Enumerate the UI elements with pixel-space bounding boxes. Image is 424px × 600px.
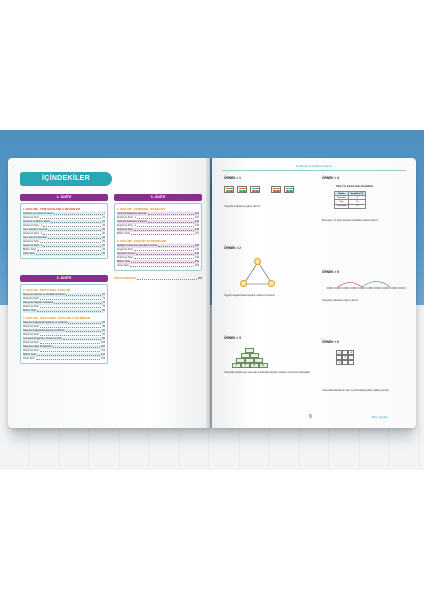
table-cell: Sıcaklık (°C) (350, 192, 364, 195)
pyramid-base-row (232, 363, 268, 368)
toc-row-label: Alıştırma Testi (23, 240, 39, 243)
toc-row-label: Alıştırma Testi (23, 341, 39, 344)
section-title: 1. BÖLÜM : RASYONEL SAYILAR (23, 288, 71, 292)
toc-row-page: 105 (100, 345, 105, 348)
toc-row-label: Rasyonel Sayılarla Çarpma ve Bölme (23, 329, 65, 332)
toc-row-label: Alıştırma Testi (23, 349, 39, 352)
toc-row-label: Bölüm Testi (23, 248, 36, 251)
temperature-table (334, 191, 366, 209)
example-1-text: Yukarıda modellenen işlemi yazınız. (224, 206, 261, 208)
toc-row-label: Denklem Çözme (117, 252, 136, 255)
photo-scene (0, 130, 424, 470)
grid-cell: -1 (336, 350, 342, 355)
counter-card (237, 186, 247, 193)
unit-2-header: 2. ÜNİTE (20, 275, 108, 282)
toc-row-page: 89 (102, 325, 105, 328)
pyramid-cell: -3 (241, 363, 250, 368)
toc-row-page: 83 (102, 321, 105, 324)
unit-2-rows-2 (23, 321, 105, 361)
unit-1-box (20, 203, 108, 259)
counter-card (250, 186, 260, 193)
unit-3-rows-1 (117, 212, 199, 236)
example-6-text: Yukarıdaki tabloda her satır ve sütundaki sayıların toplamı aynıdır. (322, 390, 390, 392)
toc-column-2 (114, 194, 202, 281)
example-4-text: Buna göre, üç güne ait hava sıcaklıkları toplamı kaçtır? (322, 220, 378, 222)
toc-row-page: 61 (102, 293, 105, 296)
page-header: Toplama ve Çıkarma İşlemi (295, 164, 333, 168)
toc-row-label: Bölüm Testi (117, 260, 130, 263)
toc-row-label: Alıştırma Testi (23, 297, 39, 300)
toc-row-label: Tam Sayı Problemleri (23, 236, 47, 239)
toc-row-page: 129 (194, 220, 199, 223)
table-cell: Pazartesi (335, 196, 349, 200)
grid-cell: +3 (349, 352, 353, 354)
unit-1-rows (23, 212, 105, 256)
example-1-cards (224, 186, 294, 193)
unit-3-box (114, 203, 202, 271)
pyramid-cell: -11 (259, 363, 268, 368)
example-3-text: Yukarıdaki şekilde yan yana olan kutulardaki sayıların toplamı üst kutuya yazılacaktır. (224, 372, 311, 374)
toc-row-page: 49 (102, 240, 105, 243)
toc-row-label: Cebirsel İfadelerle Çarpma (117, 220, 147, 223)
toc-row-label: Alıştırma Testi (23, 325, 39, 328)
toc-row-page: 145 (194, 252, 199, 255)
toc-row-page: 21 (102, 216, 105, 219)
toc-row-page: 23 (102, 220, 105, 223)
toc-row (117, 232, 199, 236)
grid-cell (348, 360, 354, 365)
toc-row-page: 127 (194, 216, 199, 219)
grid-cell: -2 (342, 355, 348, 360)
pyramid-cell: +5 (250, 363, 259, 368)
example-1-label: ÖRNEK > 1 (224, 176, 241, 180)
toc-row-label: Rasyonel Sayı Problemleri (23, 345, 53, 348)
page-number: 9 (309, 414, 312, 420)
toc-row (23, 252, 105, 256)
table-cell: Çarşamba (336, 205, 347, 208)
answer-key-label: CEVAP ANAHTARI (114, 277, 136, 280)
toc-row-label: Alıştırma Testi (117, 256, 133, 259)
toc-row-page: 75 (102, 305, 105, 308)
toc-column-1 (20, 194, 108, 364)
example-4-label: ÖRNEK > 4 (322, 176, 339, 180)
toc-row (23, 357, 105, 361)
toc-row-page: 135 (194, 228, 199, 231)
toc-row-page: 51 (102, 244, 105, 247)
toc-row (117, 264, 199, 268)
toc-row-page: 133 (194, 224, 199, 227)
toc-row-page: 99 (102, 337, 105, 340)
toc-row-label: Toplama ve Çıkarma İşlemi (23, 212, 54, 215)
example-6-label: ÖRNEK > 6 (322, 340, 339, 344)
toc-row-page: 97 (102, 333, 105, 336)
counter-card (284, 186, 294, 193)
toc-row-label: Alıştırma Testi - 1 (117, 224, 137, 227)
toc-row-page: 73 (102, 301, 105, 304)
section-title: 1. BÖLÜM : CEBİRSEL İFADELER (117, 207, 165, 211)
toc-row-label: Rasyonel Sayılar ve Ondalık Gösterim (23, 293, 66, 296)
toc-row-label: Alıştırma Testi (23, 333, 39, 336)
toc-row-page: 115 (101, 357, 105, 360)
toc-row-label: Rasyonel Sayıları Sıralama (23, 301, 54, 304)
toc-row-label: Alıştırma Testi (117, 228, 133, 231)
triangle-vertex (268, 280, 275, 287)
counter-card (271, 186, 281, 193)
toc-row-page: 33 (102, 224, 105, 227)
toc-row-label: Ünite Testi (23, 357, 35, 360)
header-rule (222, 170, 406, 171)
toc-row (23, 309, 105, 313)
toc-row-label: Çarpma ve Bölme İşlemi (23, 220, 51, 223)
table-cell: Salı (335, 200, 349, 204)
toc-row-label: Tam Sayıların Kuvveti (23, 228, 48, 231)
toc-row-label: Ünite Testi (117, 264, 129, 267)
table-cell: -3 (349, 196, 366, 200)
table-cell: +2 (349, 204, 366, 208)
toc-row-page: 81 (102, 309, 105, 312)
toc-row-label: Cebirsel İfadelerle İşlemler (117, 212, 147, 215)
toc-row-page: 103 (100, 341, 105, 344)
toc-row-page: 43 (102, 236, 105, 239)
toc-row-page: 7 (103, 212, 105, 215)
toc-row-page: 143 (194, 248, 199, 251)
toc-row-page: 40 (102, 232, 105, 235)
toc-row-label: Bölüm Testi (117, 232, 130, 235)
example-5-label: ÖRNEK > 5 (322, 270, 339, 274)
example-2-triangle (238, 258, 278, 290)
right-page (212, 158, 416, 428)
unit-3-rows-2 (117, 244, 199, 268)
toc-banner: İÇİNDEKİLER (20, 172, 112, 186)
triangle-vertex (240, 280, 247, 287)
table-row (335, 204, 366, 208)
toc-row-page: 53 (102, 248, 105, 251)
grid-cell: +4 (337, 362, 341, 364)
toc-row-page: 111 (101, 349, 105, 352)
counter-card (224, 186, 234, 193)
section-title: 2. BÖLÜM : EŞİTLİK VE DENKLEM (117, 239, 167, 243)
toc-row-page: 55 (102, 252, 105, 255)
toc-row-label: Bölüm Testi (23, 309, 36, 312)
left-page (8, 158, 210, 428)
toc-row-page: 113 (101, 353, 105, 356)
toc-row-page: 71 (102, 297, 105, 300)
magic-square-grid (336, 350, 354, 365)
toc-row-page: 139 (194, 244, 199, 247)
toc-row-label: Alıştırma Testi - 1 (23, 224, 43, 227)
toc-row-page: 149 (194, 256, 199, 259)
toc-row-page: 137 (194, 232, 199, 235)
table-cell: Günler (335, 192, 349, 196)
section-title: 1. BÖLÜM : TAM SAYILARLA İŞLEMLER (23, 207, 80, 211)
toc-row-page: 151 (194, 260, 199, 263)
number-line (324, 278, 408, 294)
publisher-footer: Birey Yayınları (372, 416, 389, 419)
toc-row-page: 91 (102, 329, 105, 332)
toc-row-label: Ünite Testi (23, 252, 35, 255)
toc-row-label: Bölüm Testi (23, 353, 36, 356)
toc-row-label: Çok Adımlı İşlemler, Kuvvet ve Kök (23, 337, 62, 340)
toc-row-label: Alıştırma Testi (117, 248, 133, 251)
toc-row-label: Alıştırma Testi - 1 (23, 232, 43, 235)
toc-row-label: Alıştırma Testi - 1 (117, 216, 137, 219)
toc-row-label: Alıştırma Testi (23, 305, 39, 308)
toc-row-label: Alıştırma Testi - 1 (23, 244, 43, 247)
toc-row-label: Alıştırma Testi (23, 216, 39, 219)
triangle-vertex (254, 258, 261, 265)
toc-row-page: 153 (194, 264, 199, 267)
example-4-table-title: Tablo: Üç Günün Hava Sıcaklıkları (336, 186, 374, 188)
toc-row-page: 35 (102, 228, 105, 231)
toc-row-label: Eşitliğin Korunumu, Denklem Kurma (117, 244, 158, 247)
pyramid-cell: -7 (232, 363, 241, 368)
unit-3-header: 3. ÜNİTE (114, 194, 202, 201)
answer-key-page: 157 (197, 277, 202, 280)
section-title: 2. BÖLÜM : RASYONEL SAYILARLA İŞLEMLER (23, 316, 91, 320)
table-cell: -5 (349, 200, 366, 204)
example-3-label: ÖRNEK > 3 (224, 336, 241, 340)
example-2-text: Üçgenin köşelerindeki sayıların toplamını bulunuz. (224, 295, 276, 297)
unit-2-rows-1 (23, 293, 105, 313)
answer-key-row (114, 277, 202, 281)
unit-1-header: 1. ÜNİTE (20, 194, 108, 201)
example-5-text: Yukarıda modellenen işlemi yazınız. (322, 300, 359, 302)
toc-row-label: Rasyonel Sayılarla Toplama ve Çıkarma (23, 321, 68, 324)
example-2-label: ÖRNEK > 2 (224, 246, 241, 250)
toc-row-page: 121 (194, 212, 199, 215)
unit-2-box (20, 284, 108, 364)
open-book (8, 158, 416, 428)
